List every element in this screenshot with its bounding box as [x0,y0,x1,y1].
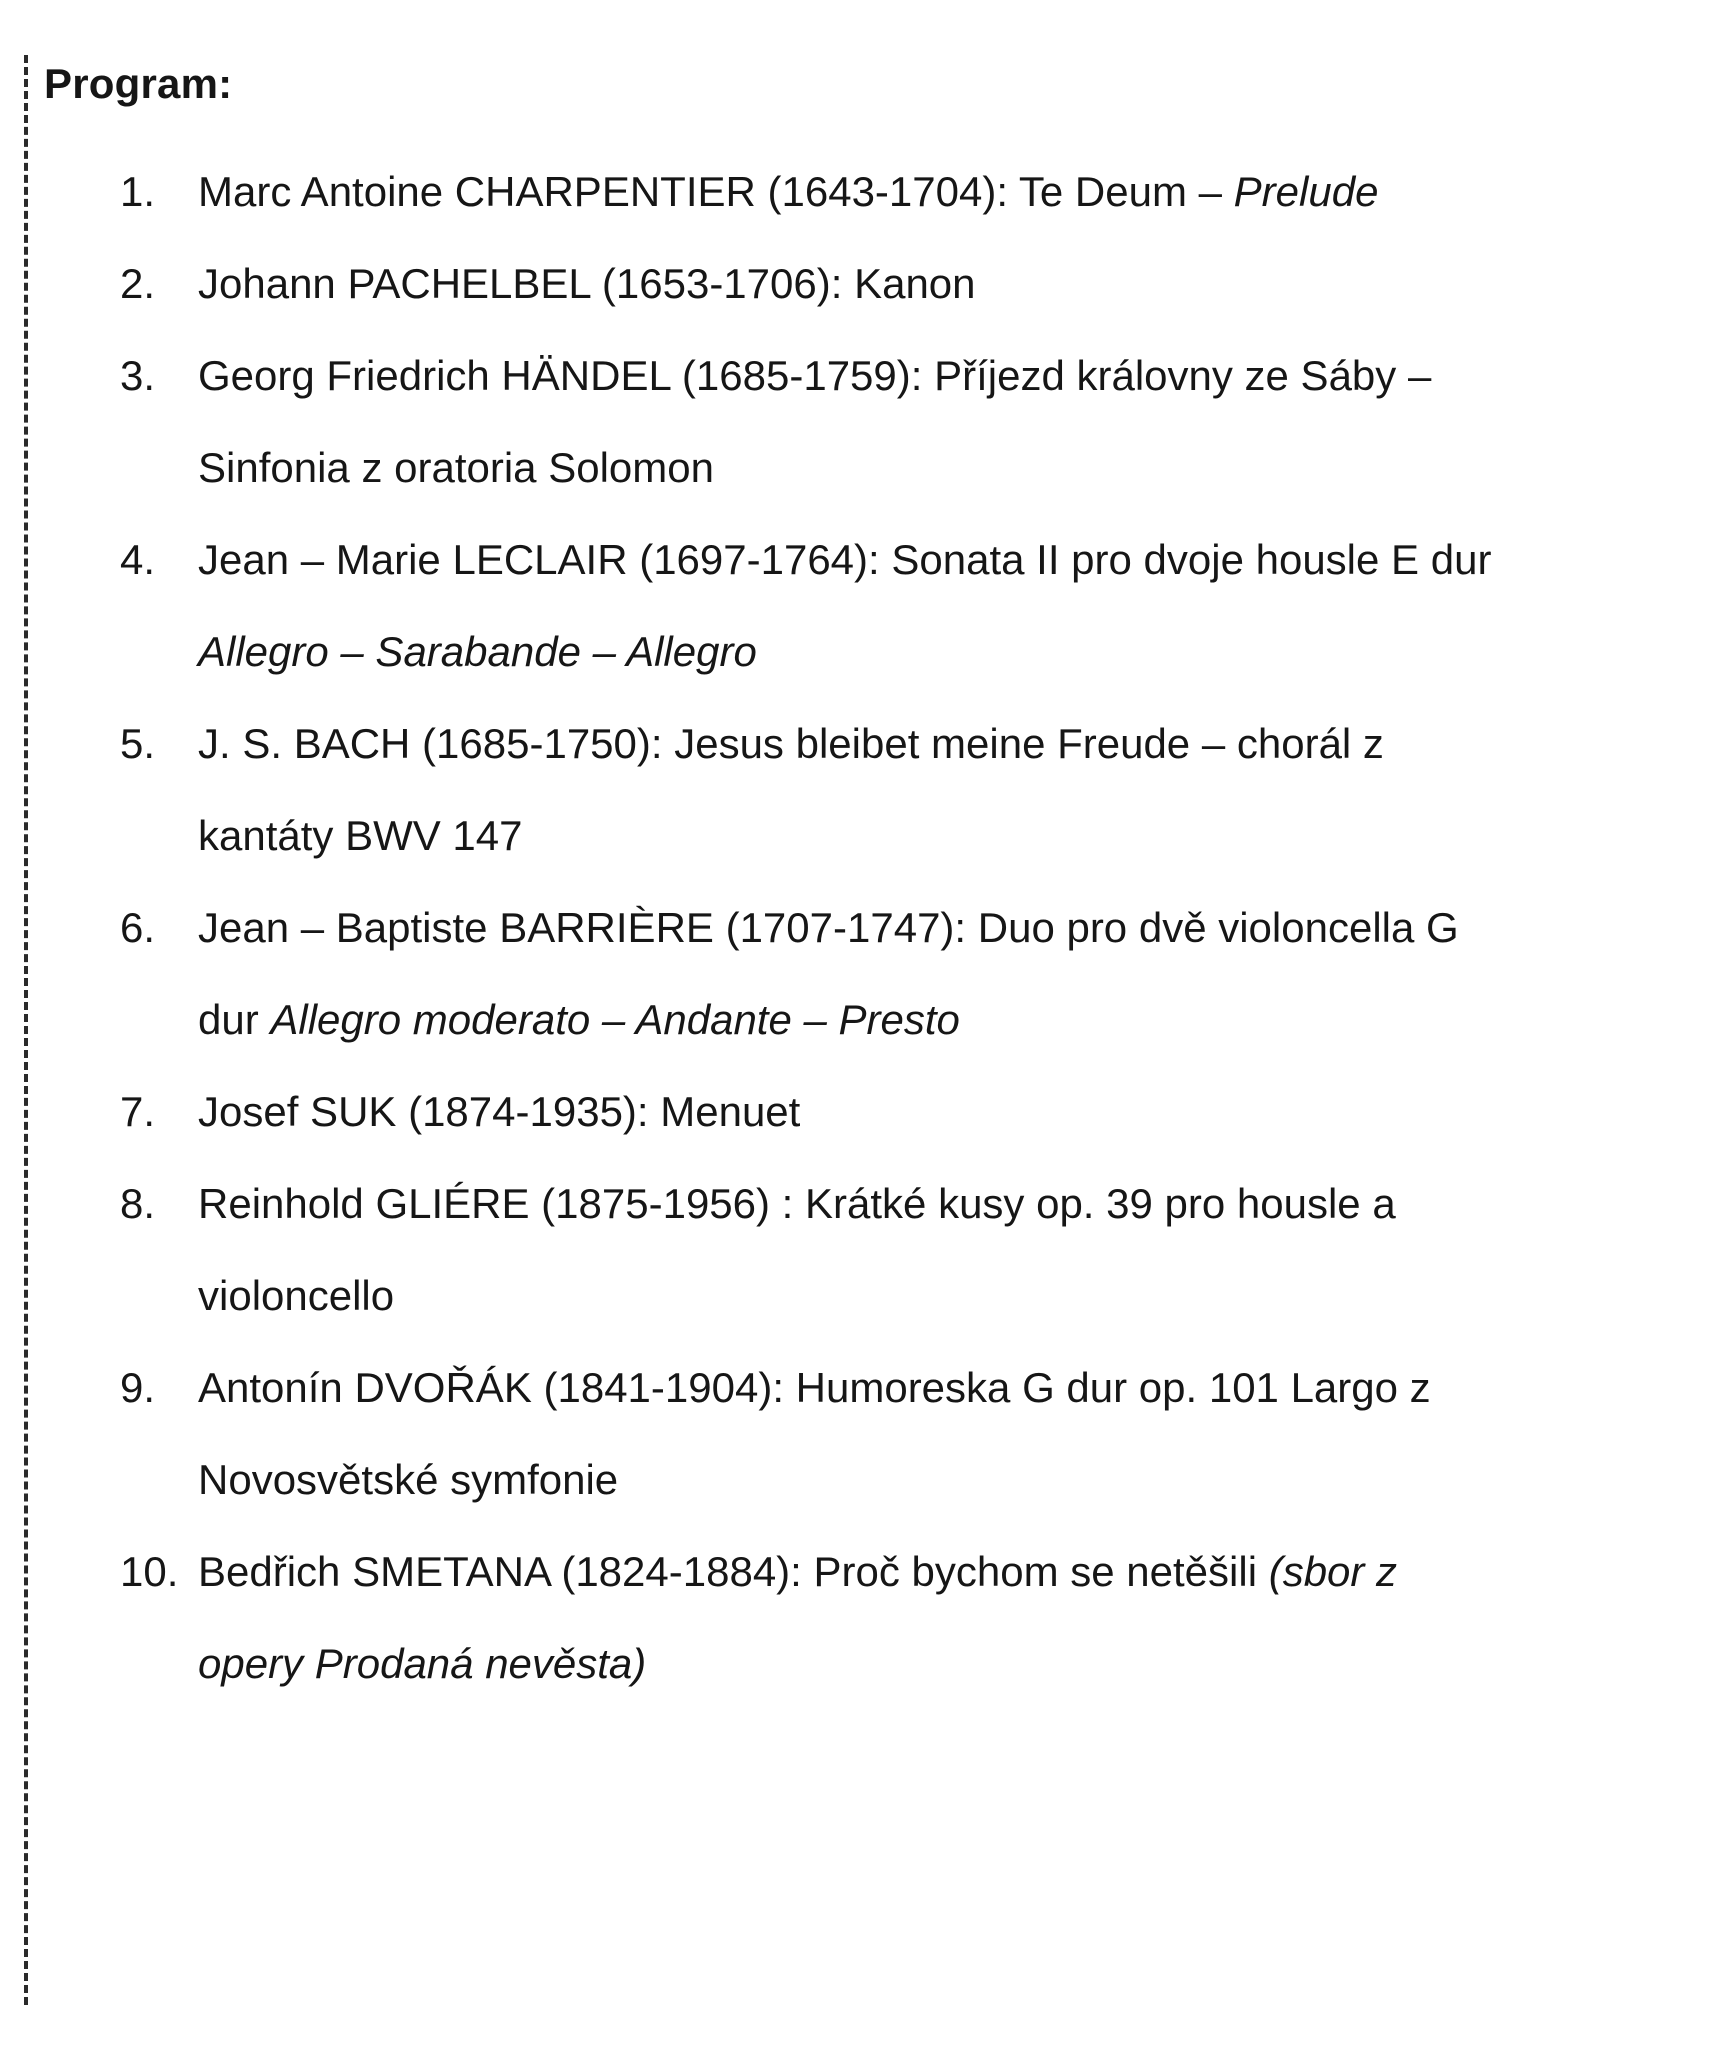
program-item-1 [120,146,1680,238]
item-text: J. S. BACH (1685-1750): Jesus bleibet meine Freude – chorál z [198,720,1384,767]
item-line-1 [198,1158,1680,1250]
item-text: Marc Antoine CHARPENTIER (1643-1704): Te Deum – [198,168,1234,215]
item-line-1 [198,330,1680,422]
program-item-8 [120,1158,1680,1342]
program-list [120,146,1680,1710]
item-line-2 [198,606,1680,698]
item-line-1 [198,882,1680,974]
item-italic-text: Allegro moderato – Andante – Presto [270,996,960,1043]
item-line-2 [198,1250,1680,1342]
item-line-2 [198,1434,1680,1526]
item-number: 8. [120,1180,156,1227]
item-number: 3. [120,352,156,399]
item-text: Antonín DVOŘÁK (1841-1904): Humoreska G dur op. 101 Largo z [198,1364,1431,1411]
program-heading: Program: [44,60,233,107]
item-text: Johann PACHELBEL (1653-1706): Kanon [198,260,976,307]
item-number: 10. [120,1548,179,1595]
item-line-2 [198,974,1680,1066]
item-line-1 [198,698,1680,790]
item-text: Josef SUK (1874-1935): Menuet [198,1088,801,1135]
item-text: Georg Friedrich HÄNDEL (1685-1759): Příjezd královny ze Sáby – [198,352,1432,399]
program-item-6 [120,882,1680,1066]
item-number: 5. [120,720,156,767]
item-text: Jean – Baptiste BARRIÈRE (1707-1747): Duo pro dvě violoncella G [198,904,1459,951]
item-number: 4. [120,536,156,583]
item-line-1 [198,514,1680,606]
item-line-2 [198,1618,1680,1710]
item-number: 9. [120,1364,156,1411]
program-item-3 [120,330,1680,514]
item-line-1 [198,238,1680,330]
item-text: Sinfonia z oratoria Solomon [198,444,714,491]
program-item-7 [120,1066,1680,1158]
item-italic-text: (sbor z [1268,1548,1398,1595]
item-text: Novosvětské symfonie [198,1456,619,1503]
item-italic-text: Allegro – Sarabande – Allegro [198,628,757,675]
item-text: kantáty BWV 147 [198,812,523,859]
item-text: dur [198,996,271,1043]
item-italic-text: opery Prodaná nevěsta) [198,1640,647,1687]
item-line-2 [198,790,1680,882]
item-line-2 [198,422,1680,514]
item-text: Reinhold GLIÉRE (1875-1956) : Krátké kusy op. 39 pro housle a [198,1180,1396,1227]
program-item-5 [120,698,1680,882]
item-line-1 [198,1066,1680,1158]
item-italic-text: Prelude [1233,168,1379,215]
item-line-1 [198,1526,1680,1618]
item-number: 6. [120,904,156,951]
item-line-1 [198,1342,1680,1434]
program-item-4 [120,514,1680,698]
item-number: 2. [120,260,156,307]
item-number: 7. [120,1088,156,1135]
program-item-2 [120,238,1680,330]
item-text: violoncello [198,1272,395,1319]
program-item-9 [120,1342,1680,1526]
item-number: 1. [120,168,156,215]
dashed-cut-line [24,55,28,2005]
item-line-1 [198,146,1680,238]
program-item-10 [120,1526,1680,1710]
item-text: Jean – Marie LECLAIR (1697-1764): Sonata II pro dvoje housle E dur [198,536,1492,583]
item-text: Bedřich SMETANA (1824-1884): Proč bychom se netěšili [198,1548,1269,1595]
